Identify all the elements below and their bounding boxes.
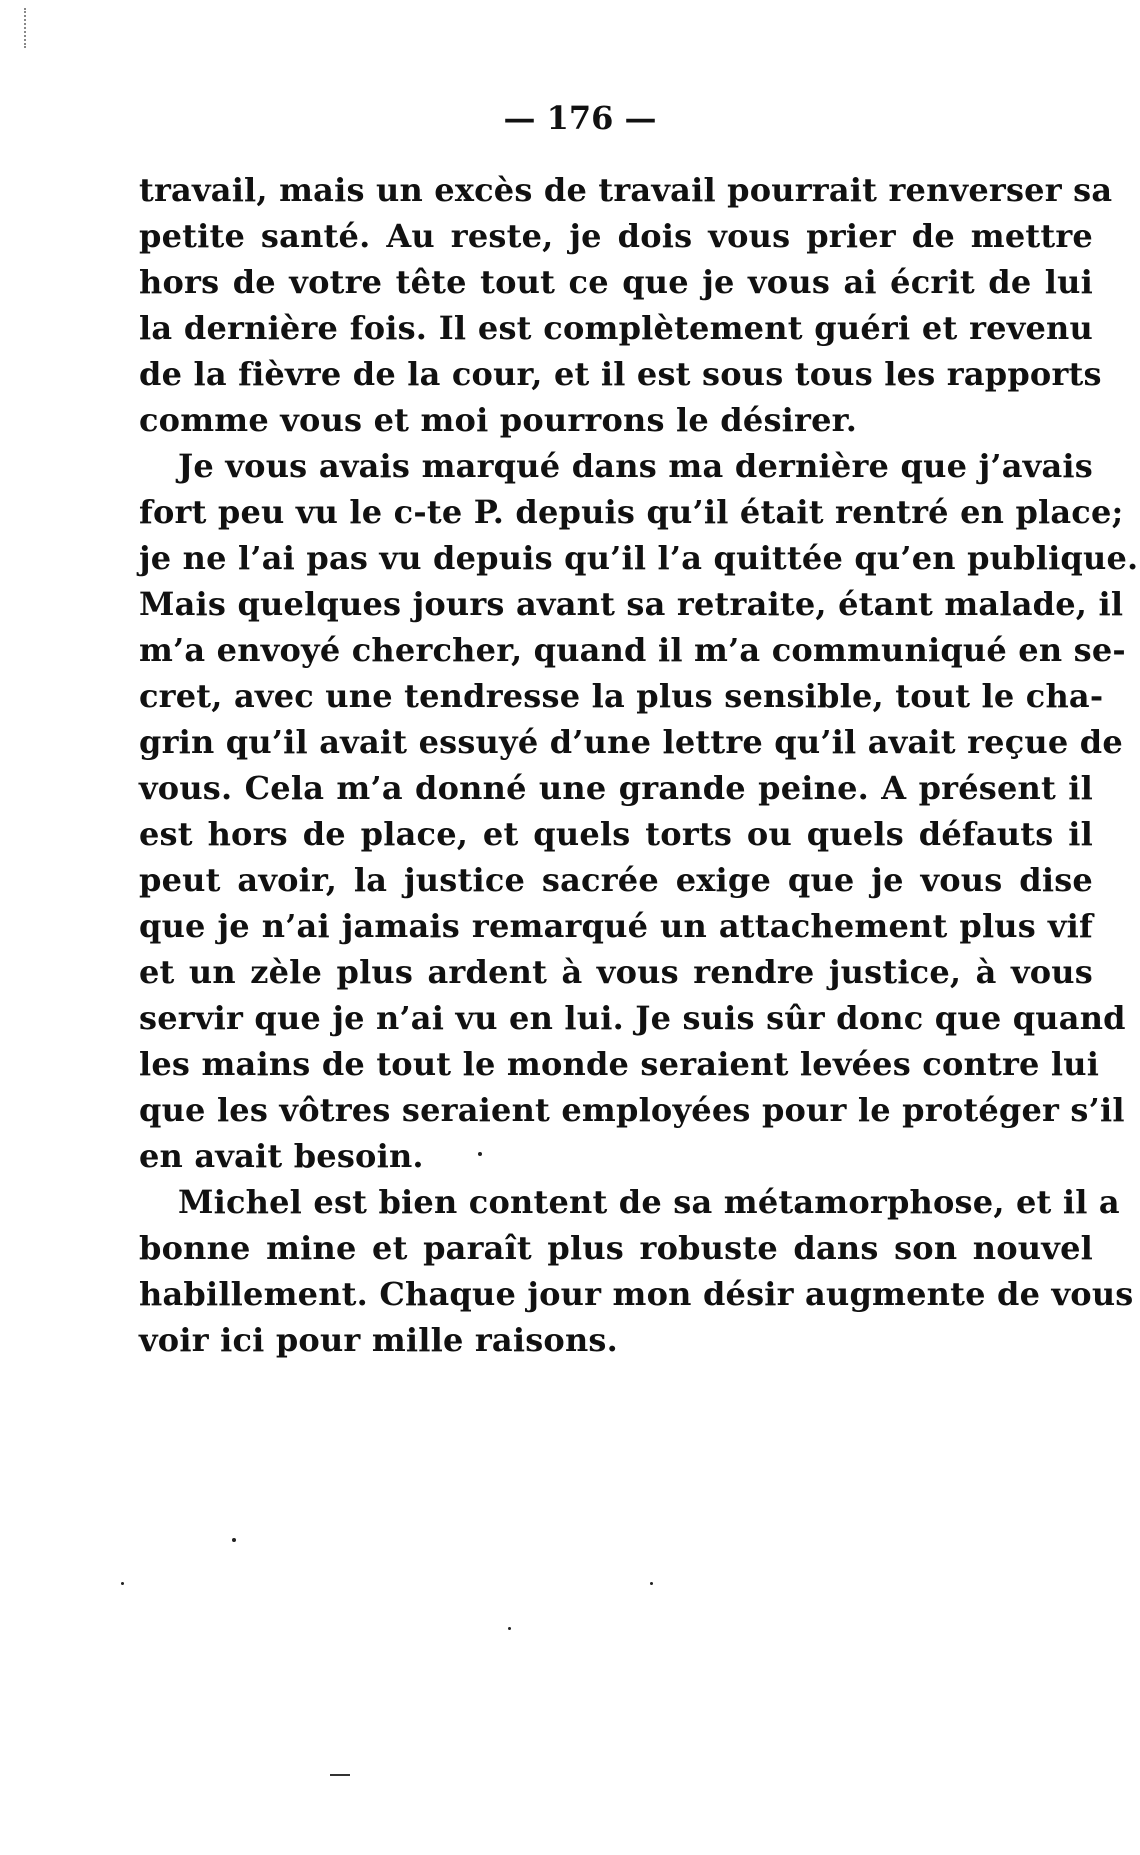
text-line: cret, avec une tendresse la plus sensible, tout le cha- [139, 677, 1104, 715]
scan-speck [478, 1152, 482, 1156]
text-line: m’a envoyé chercher, quand il m’a communiqué en se- [139, 631, 1126, 669]
text-line: grin qu’il avait essuyé d’une lettre qu’il avait reçue de [139, 723, 1123, 761]
text-line: petite santé. Au reste, je dois vous prier de mettre [139, 217, 1093, 255]
scan-speck [508, 1627, 511, 1630]
paragraph-2 [139, 443, 1139, 1179]
text-line: Mais quelques jours avant sa retraite, étant malade, il [139, 585, 1124, 623]
text-line: est hors de place, et quels torts ou quels défauts il [139, 815, 1093, 853]
scan-speck [232, 1538, 236, 1542]
paragraph-1 [139, 167, 1113, 443]
text-line: les mains de tout le monde seraient levées contre lui [139, 1045, 1100, 1083]
text-line: hors de votre tête tout ce que je vous ai écrit de lui [139, 263, 1093, 301]
body-text [139, 167, 1139, 1363]
text-line: vous. Cela m’a donné une grande peine. A présent il [139, 769, 1093, 807]
text-line: servir que je n’ai vu en lui. Je suis sûr donc que quand [139, 999, 1126, 1037]
scan-speck [121, 1582, 124, 1585]
paragraph-3 [139, 1179, 1134, 1363]
scan-dash [330, 1774, 350, 1776]
text-line: voir ici pour mille raisons. [139, 1321, 618, 1359]
text-line: la dernière fois. Il est complètement guéri et revenu [139, 309, 1093, 347]
text-line: et un zèle plus ardent à vous rendre justice, à vous [139, 953, 1093, 991]
text-line: que les vôtres seraient employées pour le protéger s’il [139, 1091, 1125, 1129]
scan-margin-mark [24, 8, 28, 48]
text-line: je ne l’ai pas vu depuis qu’il l’a quittée qu’en publique. [139, 539, 1139, 577]
text-line: peut avoir, la justice sacrée exige que je vous dise [139, 861, 1093, 899]
text-line: bonne mine et paraît plus robuste dans son nouvel [139, 1229, 1093, 1267]
text-line: habillement. Chaque jour mon désir augmente de vous [139, 1275, 1134, 1313]
text-line: Michel est bien content de sa métamorphose, et il a [178, 1183, 1120, 1221]
text-line: travail, mais un excès de travail pourrait renverser sa [139, 171, 1113, 209]
text-line: Je vous avais marqué dans ma dernière que j’avais [178, 447, 1093, 485]
text-line: en avait besoin. [139, 1137, 424, 1175]
text-line: que je n’ai jamais remarqué un attachement plus vif [139, 907, 1093, 945]
scan-speck [650, 1582, 653, 1585]
text-line: comme vous et moi pourrons le désirer. [139, 401, 858, 439]
text-line: de la fièvre de la cour, et il est sous tous les rapports [139, 355, 1102, 393]
text-line: fort peu vu le c-te P. depuis qu’il était rentré en place; [139, 493, 1124, 531]
page-number: — 176 — [503, 99, 657, 137]
